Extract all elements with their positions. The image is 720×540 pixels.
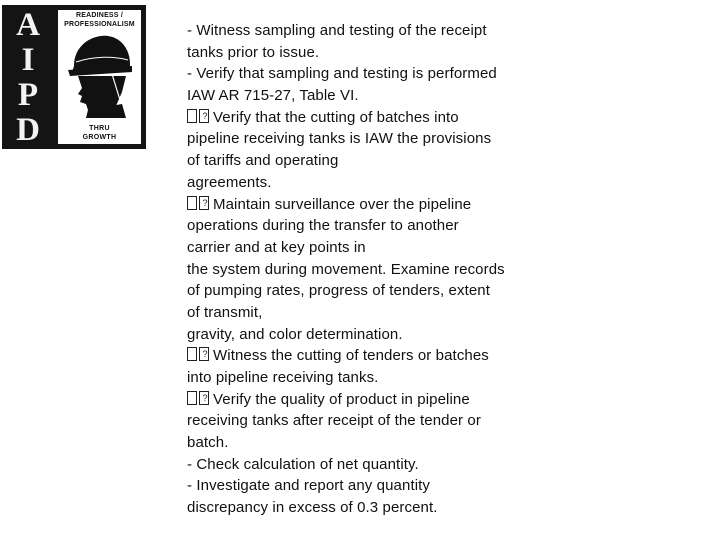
text-line-content: Verify the quality of product in pipeline <box>213 390 470 408</box>
missing-glyph-icon: ? <box>187 109 213 124</box>
text-line-content: Maintain surveillance over the pipeline <box>213 195 472 213</box>
text-line-content: gravity, and color determination. <box>187 325 403 343</box>
text-line <box>187 454 547 476</box>
text-line-content: discrepancy in excess of 0.3 percent. <box>187 499 438 517</box>
logo-letter-i: I <box>21 42 35 78</box>
text-line-content: of transmit, <box>187 303 263 321</box>
text-line <box>187 302 547 324</box>
missing-glyph-icon: ? <box>187 391 213 406</box>
logo-letter-p: P <box>17 77 39 113</box>
text-line-content: - Investigate and report any quantity <box>187 477 431 495</box>
text-line-content: Verify that the cutting of batches into <box>213 108 459 126</box>
text-line <box>187 475 547 497</box>
text-line-content: Witness the cutting of tenders or batches <box>213 347 489 365</box>
text-line <box>187 42 547 64</box>
text-line <box>187 237 547 259</box>
text-line <box>187 85 547 107</box>
text-line <box>187 280 547 302</box>
text-line-content: receiving tanks after receipt of the tender or <box>187 412 481 430</box>
text-line <box>187 389 547 411</box>
logo-motto-readiness: READINESS / <box>76 12 123 19</box>
text-line-content: carrier and at key points in <box>187 238 366 256</box>
soldier-helmet-icon <box>64 30 136 118</box>
logo-letters <box>2 5 58 149</box>
logo-motto-growth: GROWTH <box>82 134 117 141</box>
text-line-content: pipeline receiving tanks is IAW the provisions <box>187 130 492 148</box>
logo-emblem-panel <box>58 10 141 144</box>
text-line <box>187 63 547 85</box>
text-line <box>187 194 547 216</box>
text-line-content: the system during movement. Examine records <box>187 260 505 278</box>
text-line-content: IAW AR 715-27, Table VI. <box>187 87 359 105</box>
text-line-content: into pipeline receiving tanks. <box>187 369 379 386</box>
text-line <box>187 497 547 519</box>
aipd-logo <box>2 5 146 149</box>
text-line-content: operations during the transfer to another <box>187 217 459 235</box>
text-line <box>187 432 547 454</box>
text-line <box>187 107 547 129</box>
text-line-content: of tariffs and operating <box>187 152 339 170</box>
text-line-content: batch. <box>187 434 229 452</box>
text-line <box>187 367 547 389</box>
text-line <box>187 172 547 194</box>
text-line <box>187 150 547 172</box>
text-line-content: tanks prior to issue. <box>187 43 320 61</box>
logo-letter-a: A <box>16 7 40 43</box>
text-line-content: - Check calculation of net quantity. <box>187 455 419 473</box>
text-line <box>187 324 547 346</box>
text-line-content: - Verify that sampling and testing is performed <box>187 65 497 83</box>
logo-motto-professionalism: PROFESSIONALISM <box>64 21 135 28</box>
text-line <box>187 215 547 237</box>
text-line <box>187 128 547 150</box>
text-line-content: of pumping rates, progress of tenders, extent <box>187 282 490 300</box>
text-line <box>187 259 547 281</box>
document-body <box>187 20 547 519</box>
missing-glyph-icon: ? <box>187 347 213 362</box>
logo-motto-top <box>58 11 141 29</box>
text-line-content: - Witness sampling and testing of the receipt <box>187 22 487 39</box>
logo-motto-bottom <box>58 124 141 142</box>
text-line <box>187 345 547 367</box>
logo-motto-thru: THRU <box>89 125 110 132</box>
text-line <box>187 410 547 432</box>
missing-glyph-icon: ? <box>187 196 213 211</box>
logo-letter-d: D <box>16 112 40 148</box>
text-line <box>187 20 547 42</box>
text-line-content: agreements. <box>187 173 272 191</box>
